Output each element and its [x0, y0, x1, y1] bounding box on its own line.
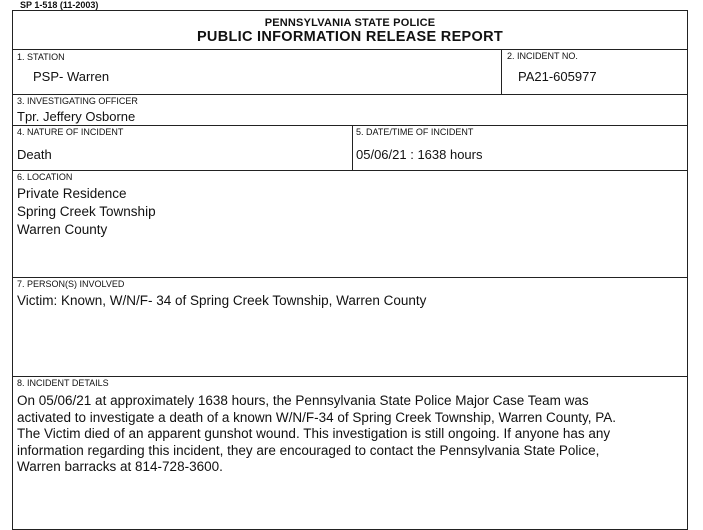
- divider-row4-top: [13, 170, 687, 171]
- incident-no-label: 2. INCIDENT NO.: [507, 51, 578, 61]
- location-value: [17, 185, 156, 239]
- officer-label: 3. INVESTIGATING OFFICER: [17, 96, 138, 106]
- station-value: PSP- Warren: [33, 69, 110, 84]
- report-title: PUBLIC INFORMATION RELEASE REPORT: [196, 29, 504, 45]
- persons-label: 7. PERSON(S) INVOLVED: [17, 279, 125, 289]
- details-label: 8. INCIDENT DETAILS: [17, 378, 109, 388]
- details-line: information regarding this incident, they are encouraged to contact the Pennsylvania State Police,: [17, 442, 600, 458]
- details-line: The Victim died of an apparent gunshot wound. This investigation is still ongoing. If anyone has any: [17, 426, 611, 441]
- persons-value: Victim: Known, W/N/F- 34 of Spring Creek Township, Warren County: [17, 293, 427, 308]
- divider-row2-top: [13, 94, 687, 95]
- report-form: [12, 10, 688, 530]
- agency-name: PENNSYLVANIA STATE POLICE: [264, 17, 436, 29]
- details-line: Warren barracks at 814-728-3600.: [17, 459, 223, 474]
- divider-station-incident: [501, 49, 502, 94]
- divider-row3-top: [13, 125, 687, 126]
- divider-row5-top: [13, 277, 687, 278]
- details-line: activated to investigate a death of a known W/N/F-34 of Spring Creek Township, Warren County, PA.: [17, 409, 617, 425]
- location-line: Warren County: [17, 222, 108, 237]
- nature-label: 4. NATURE OF INCIDENT: [17, 127, 124, 137]
- details-text: [17, 393, 677, 476]
- officer-value: Tpr. Jeffery Osborne: [17, 109, 136, 124]
- location-line: Private Residence: [17, 186, 127, 201]
- nature-value: Death: [17, 147, 52, 162]
- location-label: 6. LOCATION: [17, 172, 73, 182]
- form-code: SP 1-518 (11-2003): [20, 0, 99, 10]
- datetime-label: 5. DATE/TIME OF INCIDENT: [356, 127, 474, 137]
- station-label: 1. STATION: [17, 52, 65, 62]
- divider-row6-top: [13, 376, 687, 377]
- divider-row1-top: [13, 49, 687, 50]
- location-line: Spring Creek Township: [17, 204, 156, 219]
- divider-nature-datetime: [352, 125, 353, 170]
- incident-no-value: PA21-605977: [518, 69, 597, 84]
- datetime-value: 05/06/21 : 1638 hours: [356, 147, 483, 162]
- details-line: On 05/06/21 at approximately 1638 hours, the Pennsylvania State Police Major Case Team was: [17, 393, 589, 408]
